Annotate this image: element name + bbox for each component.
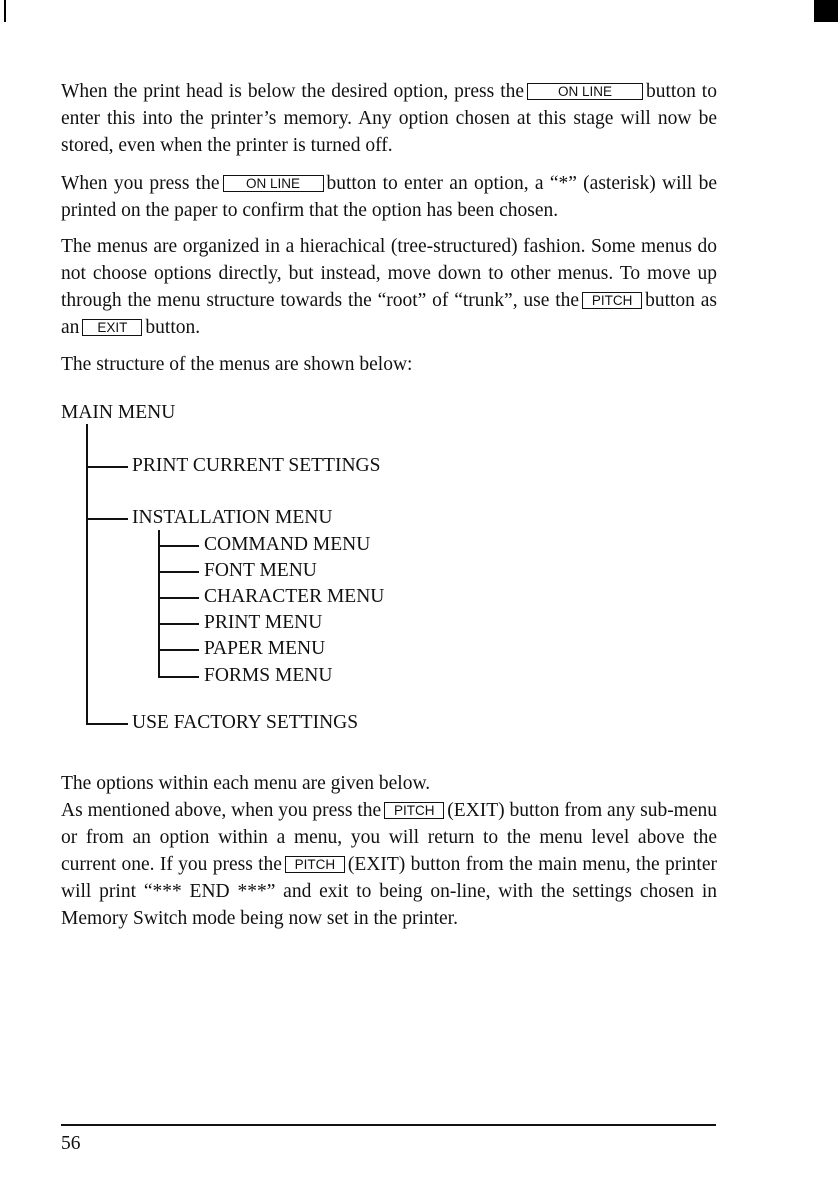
pitch-button-key: PITCH — [285, 856, 345, 873]
paragraph-menu-hierarchy: The menus are organized in a hierachical (tree-structured) fashion. Some menus do not choose options directly, but instead, move down to other menus. To move up through the menu structure towards the “root” of “trunk”, use the PITCH button as an EXIT button. — [61, 236, 717, 338]
pitch-button-key: PITCH — [582, 292, 642, 309]
tree-subitem-paper-menu: PAPER MENU — [204, 638, 326, 659]
online-button-key: ON LINE — [527, 83, 643, 100]
tree-subitem-print-menu: PRINT MENU — [204, 612, 323, 633]
tree-subitem-font-menu: FONT MENU — [204, 560, 317, 581]
paragraph-exit-behavior: As mentioned above, when you press the PITCH (EXIT) button from any sub-menu or from an option within a menu, you will return to the menu level above the current one. If you press the PITCH (EXIT) button from the main menu, the printer will print “*** END ***” and exit to being on-line, with the settings chosen in Memory Switch mode being now set in the printer. — [61, 800, 718, 929]
paragraph-online-intro: When the print head is below the desired option, press the ON LINE button to enter this into the printer’s memory. Any option chosen at this stage will now be stored, even when the printer is turned off. — [61, 81, 717, 156]
tree-sub-branch-line — [158, 623, 199, 625]
tree-subitem-character-menu: CHARACTER MENU — [204, 586, 385, 607]
paragraph-online-asterisk: When you press the ON LINE button to enter an option, a “*” (asterisk) will be printed on the paper to confirm that the option has been chosen. — [61, 173, 717, 221]
pitch-button-key: PITCH — [384, 802, 444, 819]
online-button-key: ON LINE — [223, 175, 324, 192]
tree-sub-branch-line — [158, 649, 199, 651]
exit-button-key: EXIT — [82, 319, 142, 336]
page-corner-mark — [814, 0, 838, 22]
tree-trunk-line — [86, 424, 88, 724]
paragraph-options-intro: The options within each menu are given below. — [61, 773, 431, 794]
footer-rule — [61, 1124, 716, 1126]
tree-branch-line — [86, 518, 128, 520]
tree-subitem-forms-menu: FORMS MENU — [204, 665, 333, 686]
tree-item-print-current-settings: PRINT CURRENT SETTINGS — [132, 455, 381, 476]
tree-subitem-command-menu: COMMAND MENU — [204, 534, 371, 555]
tree-sub-branch-line — [158, 676, 199, 678]
tree-sub-branch-line — [158, 597, 199, 599]
tree-sub-branch-line — [158, 571, 199, 573]
tree-root-main-menu: MAIN MENU — [61, 402, 176, 423]
paragraph-structure-heading: The structure of the menus are shown below: — [61, 354, 413, 375]
tree-branch-line — [86, 466, 128, 468]
tree-sub-branch-line — [158, 545, 199, 547]
tree-branch-line — [86, 723, 128, 725]
page-number: 56 — [61, 1133, 81, 1154]
tree-item-use-factory-settings: USE FACTORY SETTINGS — [132, 712, 359, 733]
tree-item-installation-menu: INSTALLATION MENU — [132, 507, 333, 528]
scan-edge-mark — [4, 0, 6, 22]
tree-sub-trunk-line — [158, 530, 160, 677]
